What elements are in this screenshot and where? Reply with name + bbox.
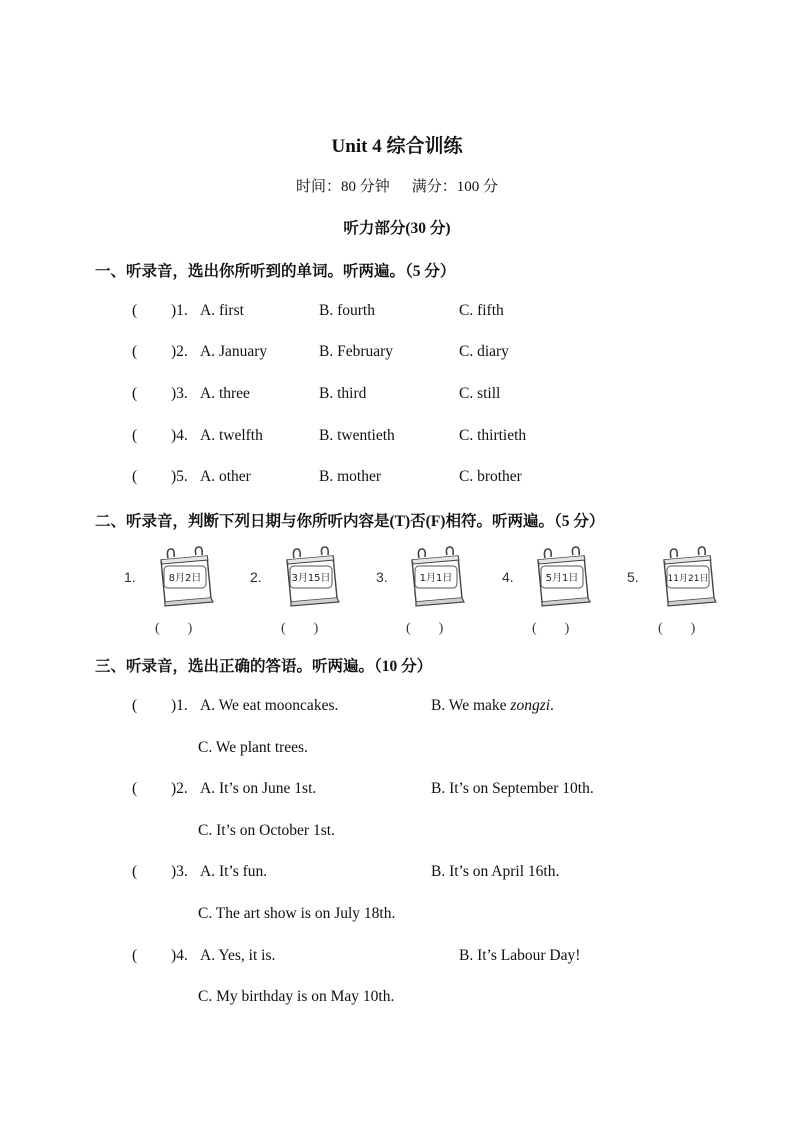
page-title: Unit 4 综合训练 — [331, 136, 463, 157]
question-number: )1. — [171, 697, 188, 714]
question-number: )4. — [171, 947, 188, 964]
question-number: )2. — [171, 780, 188, 797]
option-c: C. still — [459, 385, 501, 402]
option-c: C. My birthday is on May 10th. — [198, 988, 395, 1005]
option-a: A. We eat mooncakes. — [200, 697, 339, 714]
question-number: )5. — [171, 468, 188, 485]
option-c: C. We plant trees. — [198, 739, 308, 756]
calendar-date: 1月1日 — [419, 573, 453, 584]
answer-paren-open: ( — [132, 302, 138, 319]
option-a: A. three — [200, 385, 250, 402]
full-score: 满分：100 分 — [411, 179, 499, 195]
question-number: )3. — [171, 385, 188, 402]
answer-paren-open: ( — [132, 697, 138, 714]
calendar-date: 8月2日 — [168, 573, 202, 584]
answer-paren-open: ( — [132, 427, 138, 444]
calendar-icon — [153, 546, 217, 610]
answer-paren-open: ( — [132, 343, 138, 360]
option-a: A. twelfth — [200, 427, 263, 444]
calendar-date: 11月21日 — [667, 574, 709, 584]
option-b-italic-word: zongzi — [510, 697, 551, 714]
answer-paren-open: ( — [132, 468, 138, 485]
option-b — [431, 697, 554, 715]
option-c: C. diary — [459, 343, 509, 360]
option-c: C. It’s on October 1st. — [198, 822, 335, 839]
section1-heading: 一、听录音，选出你所听到的单词。听两遍。（5 分） — [95, 263, 456, 280]
option-b-text: B. We make — [431, 697, 511, 714]
calendar-number: 2. — [250, 569, 262, 585]
section3-heading: 三、听录音，选出正确的答语。听两遍。（10 分） — [95, 658, 433, 675]
time-limit: 时间：80 分钟 — [295, 179, 390, 195]
option-b: B. third — [319, 385, 367, 402]
part-heading: 听力部分(30 分) — [343, 220, 451, 237]
option-b: B. twentieth — [319, 427, 395, 444]
answer-blank: ( ) — [155, 621, 193, 636]
option-a: A. It’s on June 1st. — [200, 780, 317, 797]
calendar-date: 3月15日 — [291, 573, 331, 584]
option-b-suffix: . — [550, 697, 554, 714]
answer-paren-open: ( — [132, 780, 138, 797]
option-c: C. The art show is on July 18th. — [198, 905, 396, 922]
calendar-date: 5月1日 — [545, 573, 579, 584]
option-a: A. Yes, it is. — [200, 947, 276, 964]
option-b: B. fourth — [319, 302, 375, 319]
option-b: B. February — [319, 343, 394, 360]
section2-heading: 二、听录音，判断下列日期与你所听内容是(T)否(F)相符。听两遍。（5 分） — [95, 513, 605, 530]
answer-paren-open: ( — [132, 385, 138, 402]
answer-blank: ( ) — [406, 621, 444, 636]
option-b: B. It’s on April 16th. — [431, 863, 560, 880]
calendar-icon — [656, 546, 720, 610]
calendar-number: 3. — [376, 569, 388, 585]
option-b: B. It’s Labour Day! — [459, 947, 581, 964]
calendar-number: 5. — [627, 569, 639, 585]
option-c: C. thirtieth — [459, 427, 527, 444]
calendar-icon — [530, 546, 594, 610]
option-a: A. January — [200, 343, 268, 360]
question-number: )3. — [171, 863, 188, 880]
exam-info — [0, 175, 794, 196]
option-a: A. first — [200, 302, 244, 319]
answer-paren-open: ( — [132, 863, 138, 880]
option-a: A. other — [200, 468, 251, 485]
calendar-number: 1. — [124, 569, 136, 585]
question-number: )2. — [171, 343, 188, 360]
option-b: B. It’s on September 10th. — [431, 780, 594, 797]
calendar-icon — [279, 546, 343, 610]
option-b: B. mother — [319, 468, 381, 485]
answer-blank: ( ) — [658, 621, 696, 636]
answer-blank: ( ) — [532, 621, 570, 636]
answer-blank: ( ) — [281, 621, 319, 636]
option-c: C. fifth — [459, 302, 504, 319]
option-c: C. brother — [459, 468, 522, 485]
answer-paren-open: ( — [132, 947, 138, 964]
option-a: A. It’s fun. — [200, 863, 268, 880]
question-number: )1. — [171, 302, 188, 319]
calendar-number: 4. — [502, 569, 514, 585]
question-number: )4. — [171, 427, 188, 444]
calendar-icon — [404, 546, 468, 610]
